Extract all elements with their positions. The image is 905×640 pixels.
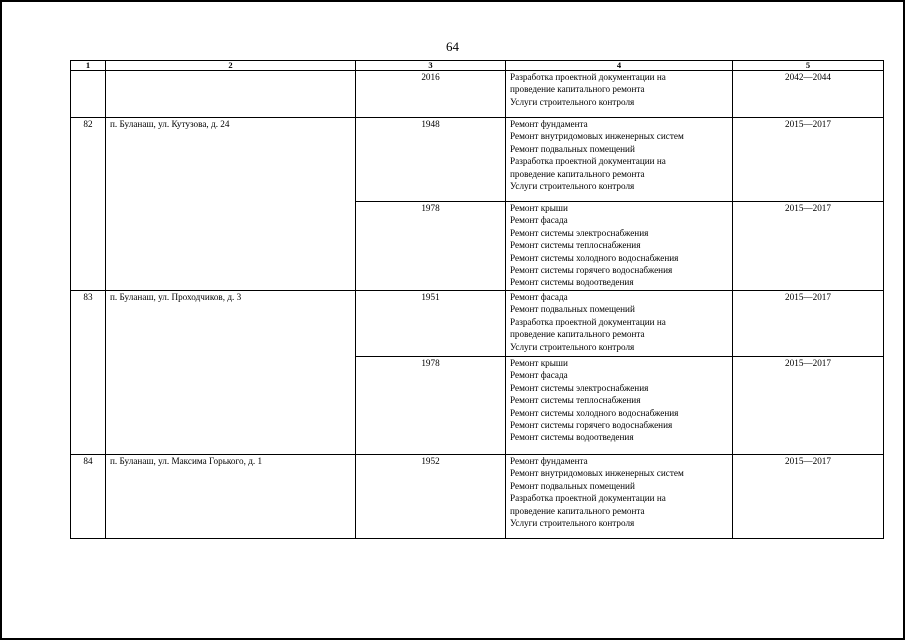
column-header: 2 (106, 61, 356, 71)
work-item: Ремонт внутридомовых инженерных систем (510, 131, 684, 142)
build-year: 1952 (356, 455, 506, 539)
work-item: Ремонт системы горячего водоснабжения (510, 265, 673, 276)
page-number: 64 (446, 39, 459, 54)
work-item: Разработка проектной документации на (510, 316, 666, 327)
repair-period: 2015—2017 (733, 118, 884, 202)
building-address: п. Буланаш, ул. Кутузова, д. 24 (106, 118, 356, 291)
works-list (506, 291, 733, 357)
works-list (506, 118, 733, 202)
work-item: Ремонт фасада (510, 215, 568, 226)
work-item: Ремонт крыши (510, 203, 568, 213)
work-item: Ремонт системы теплоснабжения (510, 240, 641, 251)
work-item: проведение капитального ремонта (510, 329, 645, 340)
build-year: 1948 (356, 118, 506, 202)
column-header: 4 (506, 61, 733, 71)
row-number: 82 (71, 118, 106, 291)
work-item: Ремонт системы водоотведения (510, 277, 634, 288)
repair-schedule-table (70, 60, 884, 539)
column-header: 1 (71, 61, 106, 71)
work-item: Ремонт фасада (510, 370, 568, 381)
work-item: Разработка проектной документации на (510, 72, 666, 82)
table-row (71, 291, 884, 357)
works-list (506, 455, 733, 539)
work-item: Ремонт фундамента (510, 456, 588, 466)
work-item: проведение капитального ремонта (510, 168, 645, 179)
work-item: Ремонт системы горячего водоснабжения (510, 420, 673, 431)
work-item: Ремонт системы электроснабжения (510, 382, 649, 393)
repair-period: 2015—2017 (733, 291, 884, 357)
work-item: Услуги строительного контроля (510, 181, 635, 192)
work-item: Разработка проектной документации на (510, 156, 666, 167)
building-address: п. Буланаш, ул. Максима Горького, д. 1 (106, 455, 356, 539)
works-list (506, 357, 733, 455)
repair-period: 2015—2017 (733, 455, 884, 539)
repair-period: 2015—2017 (733, 202, 884, 291)
work-item: Ремонт внутридомовых инженерных систем (510, 468, 684, 479)
work-item: Ремонт подвальных помещений (510, 304, 635, 315)
work-item: Ремонт подвальных помещений (510, 143, 635, 154)
row-number: 83 (71, 291, 106, 455)
table-row (71, 455, 884, 539)
work-item: проведение капитального ремонта (510, 505, 645, 516)
repair-period: 2015—2017 (733, 357, 884, 455)
build-year: 1951 (356, 291, 506, 357)
table-row (71, 118, 884, 202)
header-row (71, 61, 884, 71)
work-item: Ремонт крыши (510, 358, 568, 368)
work-item: Разработка проектной документации на (510, 493, 666, 504)
work-item: Услуги строительного контроля (510, 341, 635, 352)
work-item: Ремонт системы холодного водоснабжения (510, 252, 679, 263)
works-list (506, 202, 733, 291)
repair-period: 2042—2044 (733, 71, 884, 118)
work-item: Ремонт системы водоотведения (510, 432, 634, 443)
work-item: проведение капитального ремонта (510, 84, 645, 95)
work-item: Услуги строительного контроля (510, 518, 635, 529)
work-item: Ремонт фундамента (510, 119, 588, 129)
column-header: 5 (733, 61, 884, 71)
build-year: 2016 (356, 71, 506, 118)
table-row (71, 71, 884, 118)
build-year: 1978 (356, 202, 506, 291)
build-year: 1978 (356, 357, 506, 455)
work-item: Ремонт фасада (510, 292, 568, 302)
building-address: п. Буланаш, ул. Проходчиков, д. 3 (106, 291, 356, 455)
row-number: 84 (71, 455, 106, 539)
work-item: Ремонт системы холодного водоснабжения (510, 407, 679, 418)
works-list (506, 71, 733, 118)
work-item: Ремонт системы электроснабжения (510, 227, 649, 238)
work-item: Ремонт системы теплоснабжения (510, 395, 641, 406)
column-header: 3 (356, 61, 506, 71)
building-address (106, 71, 356, 118)
row-number (71, 71, 106, 118)
work-item: Услуги строительного контроля (510, 96, 635, 107)
work-item: Ремонт подвальных помещений (510, 480, 635, 491)
